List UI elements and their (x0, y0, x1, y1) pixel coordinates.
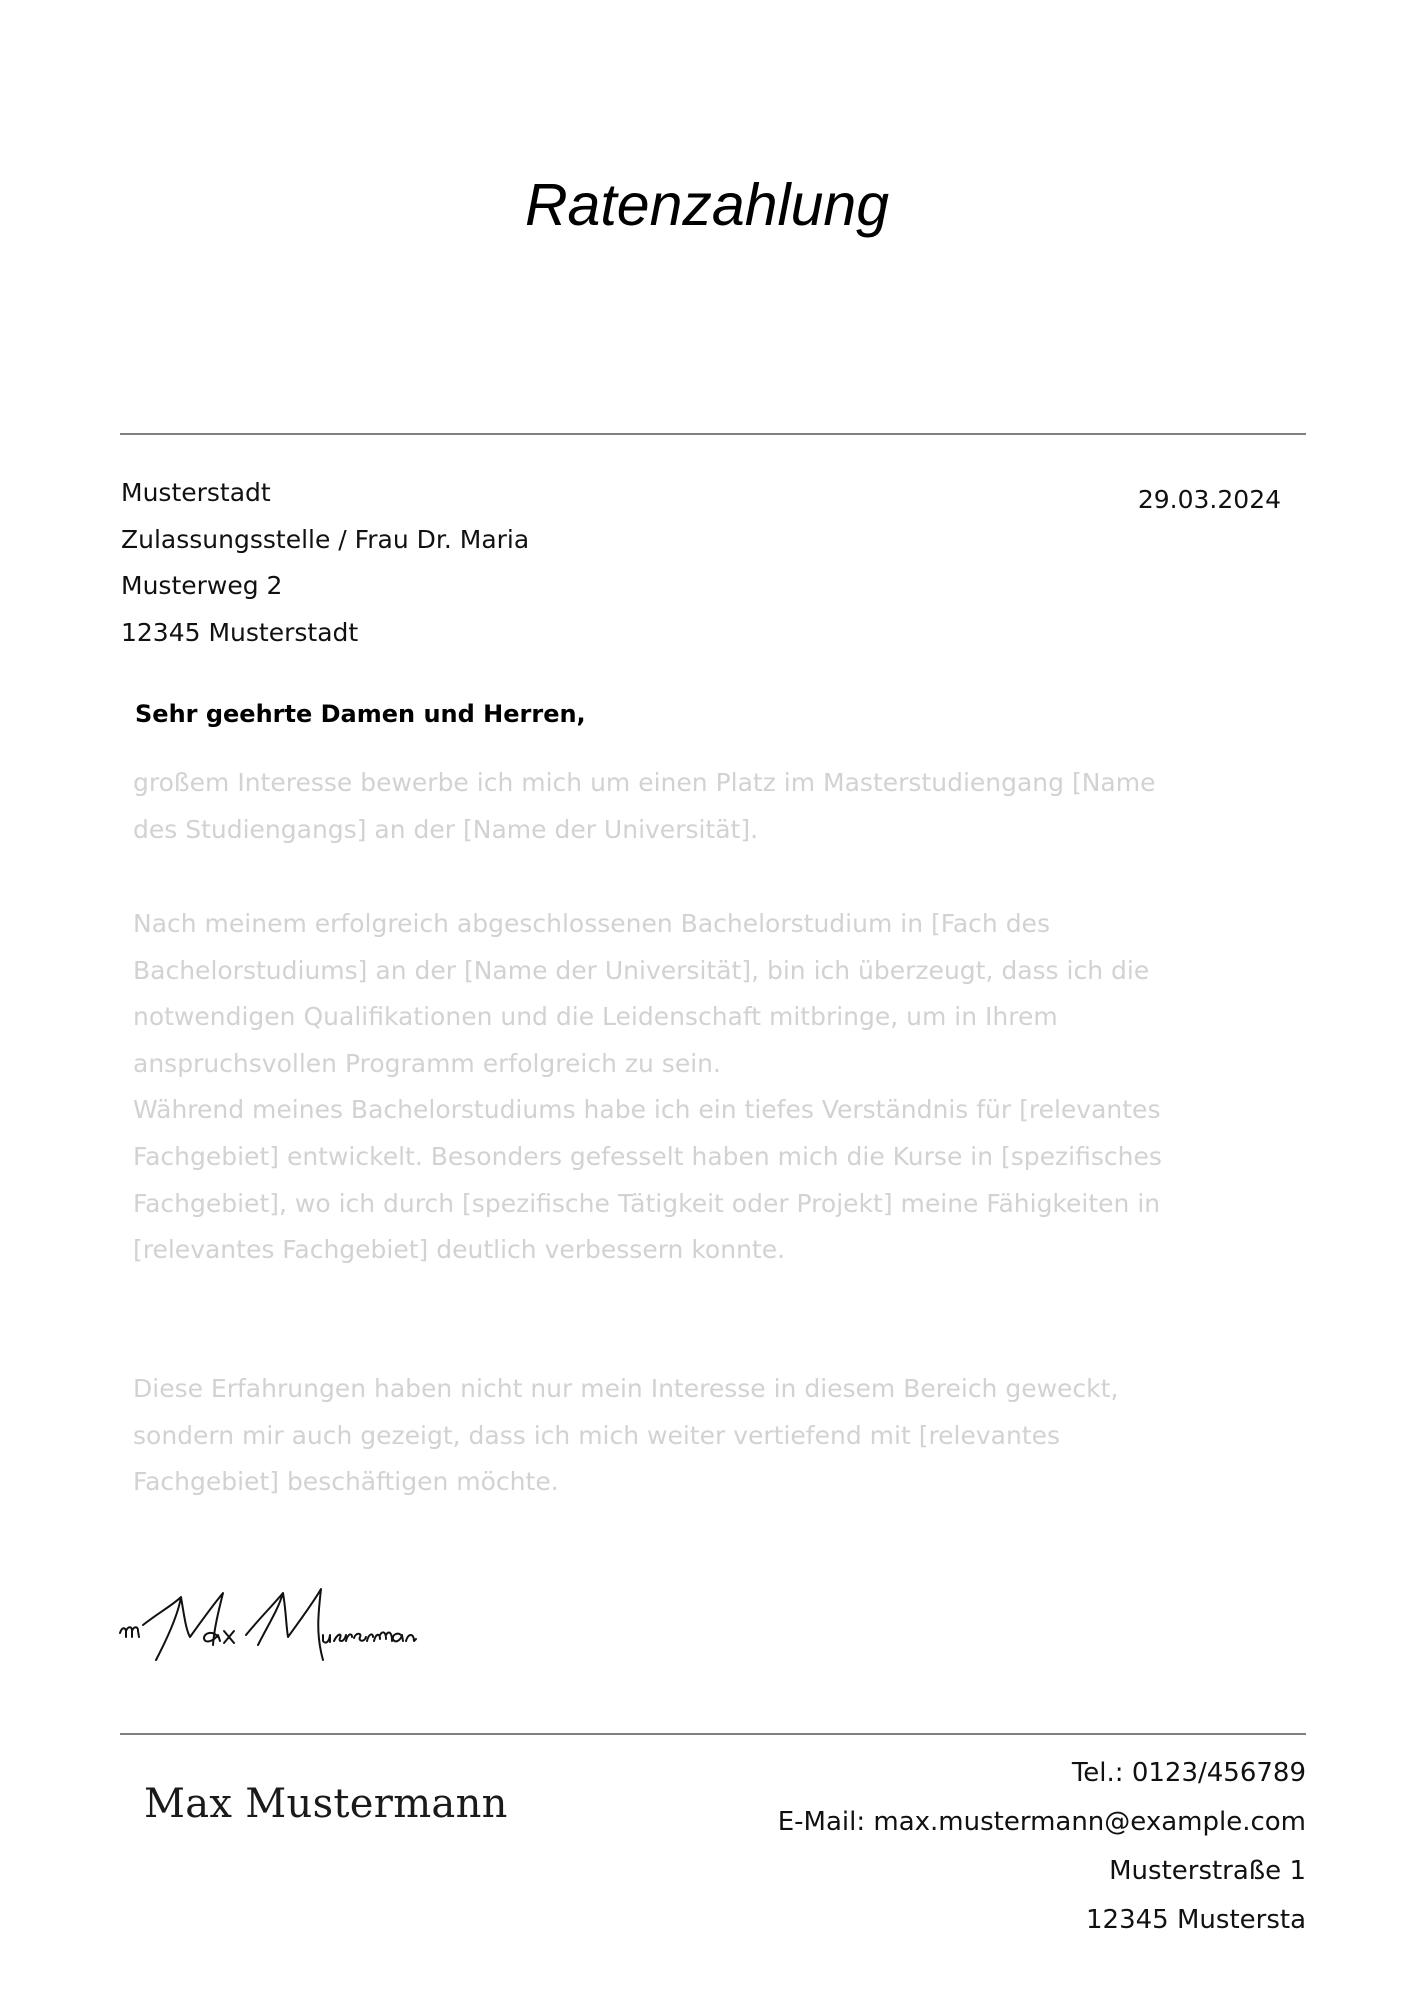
recipient-line-2: Zulassungsstelle / Frau Dr. Maria (121, 524, 530, 554)
salutation: Sehr geehrte Damen und Herren, (135, 700, 586, 728)
body-line: Nach meinem erfolgreich abgeschlossenen Bachelorstudium in [Fach des (133, 909, 1050, 938)
recipient-address (121, 470, 529, 656)
body-line: Diese Erfahrungen haben nicht nur mein Interesse in diesem Bereich geweckt, (133, 1374, 1119, 1403)
letter-date: 29.03.2024 (1137, 485, 1281, 514)
body-line: anspruchsvollen Programm erfolgreich zu sein. (133, 1048, 721, 1078)
body-line: Während meines Bachelorstudiums habe ich ein tiefes Verständnis für [relevantes (133, 1095, 1161, 1125)
body-line: notwendigen Qualifikationen und die Leidenschaft mitbringe, um in Ihrem (133, 1002, 1058, 1032)
body-paragraph-1 (133, 760, 1243, 853)
email-line: E-Mail: max.mustermann@example.com (777, 1807, 1306, 1837)
body-line: Fachgebiet] beschäftigen möchte. (133, 1467, 559, 1497)
city-line: 12345 Mustersta (1086, 1905, 1306, 1935)
recipient-line-3: Musterweg 2 (121, 571, 283, 600)
handwritten-signature (118, 1575, 508, 1670)
body-paragraph-2 (133, 901, 1243, 1274)
sender-name: Max Mustermann (144, 1781, 508, 1827)
sender-contact (778, 1749, 1306, 1945)
body-line: Bachelorstudiums] an der [Name der Universität], bin ich überzeugt, dass ich die (133, 955, 1150, 985)
body-paragraph-3 (133, 1366, 1243, 1506)
body-line: Fachgebiet], wo ich durch [spezifische Tätigkeit oder Projekt] meine Fähigkeiten in (133, 1188, 1161, 1218)
street-line: Musterstraße 1 (1109, 1856, 1306, 1886)
body-line: großem Interesse bewerbe ich mich um einen Platz im Masterstudiengang [Name (133, 768, 1156, 797)
phone-line: Tel.: 0123/456789 (1071, 1758, 1306, 1788)
body-line: [relevantes Fachgebiet] deutlich verbessern konnte. (133, 1235, 786, 1265)
recipient-line-4: 12345 Musterstadt (121, 617, 359, 647)
bottom-divider (120, 1733, 1306, 1735)
body-line: des Studiengangs] an der [Name der Universität]. (133, 814, 759, 844)
top-divider (120, 433, 1306, 435)
body-line: Fachgebiet] entwickelt. Besonders gefesselt haben mich die Kurse in [spezifisches (133, 1141, 1162, 1171)
document-title: Ratenzahlung (524, 172, 890, 238)
recipient-line-1: Musterstadt (121, 478, 271, 507)
body-line: sondern mir auch gezeigt, dass ich mich weiter vertiefend mit [relevantes (133, 1420, 1061, 1450)
